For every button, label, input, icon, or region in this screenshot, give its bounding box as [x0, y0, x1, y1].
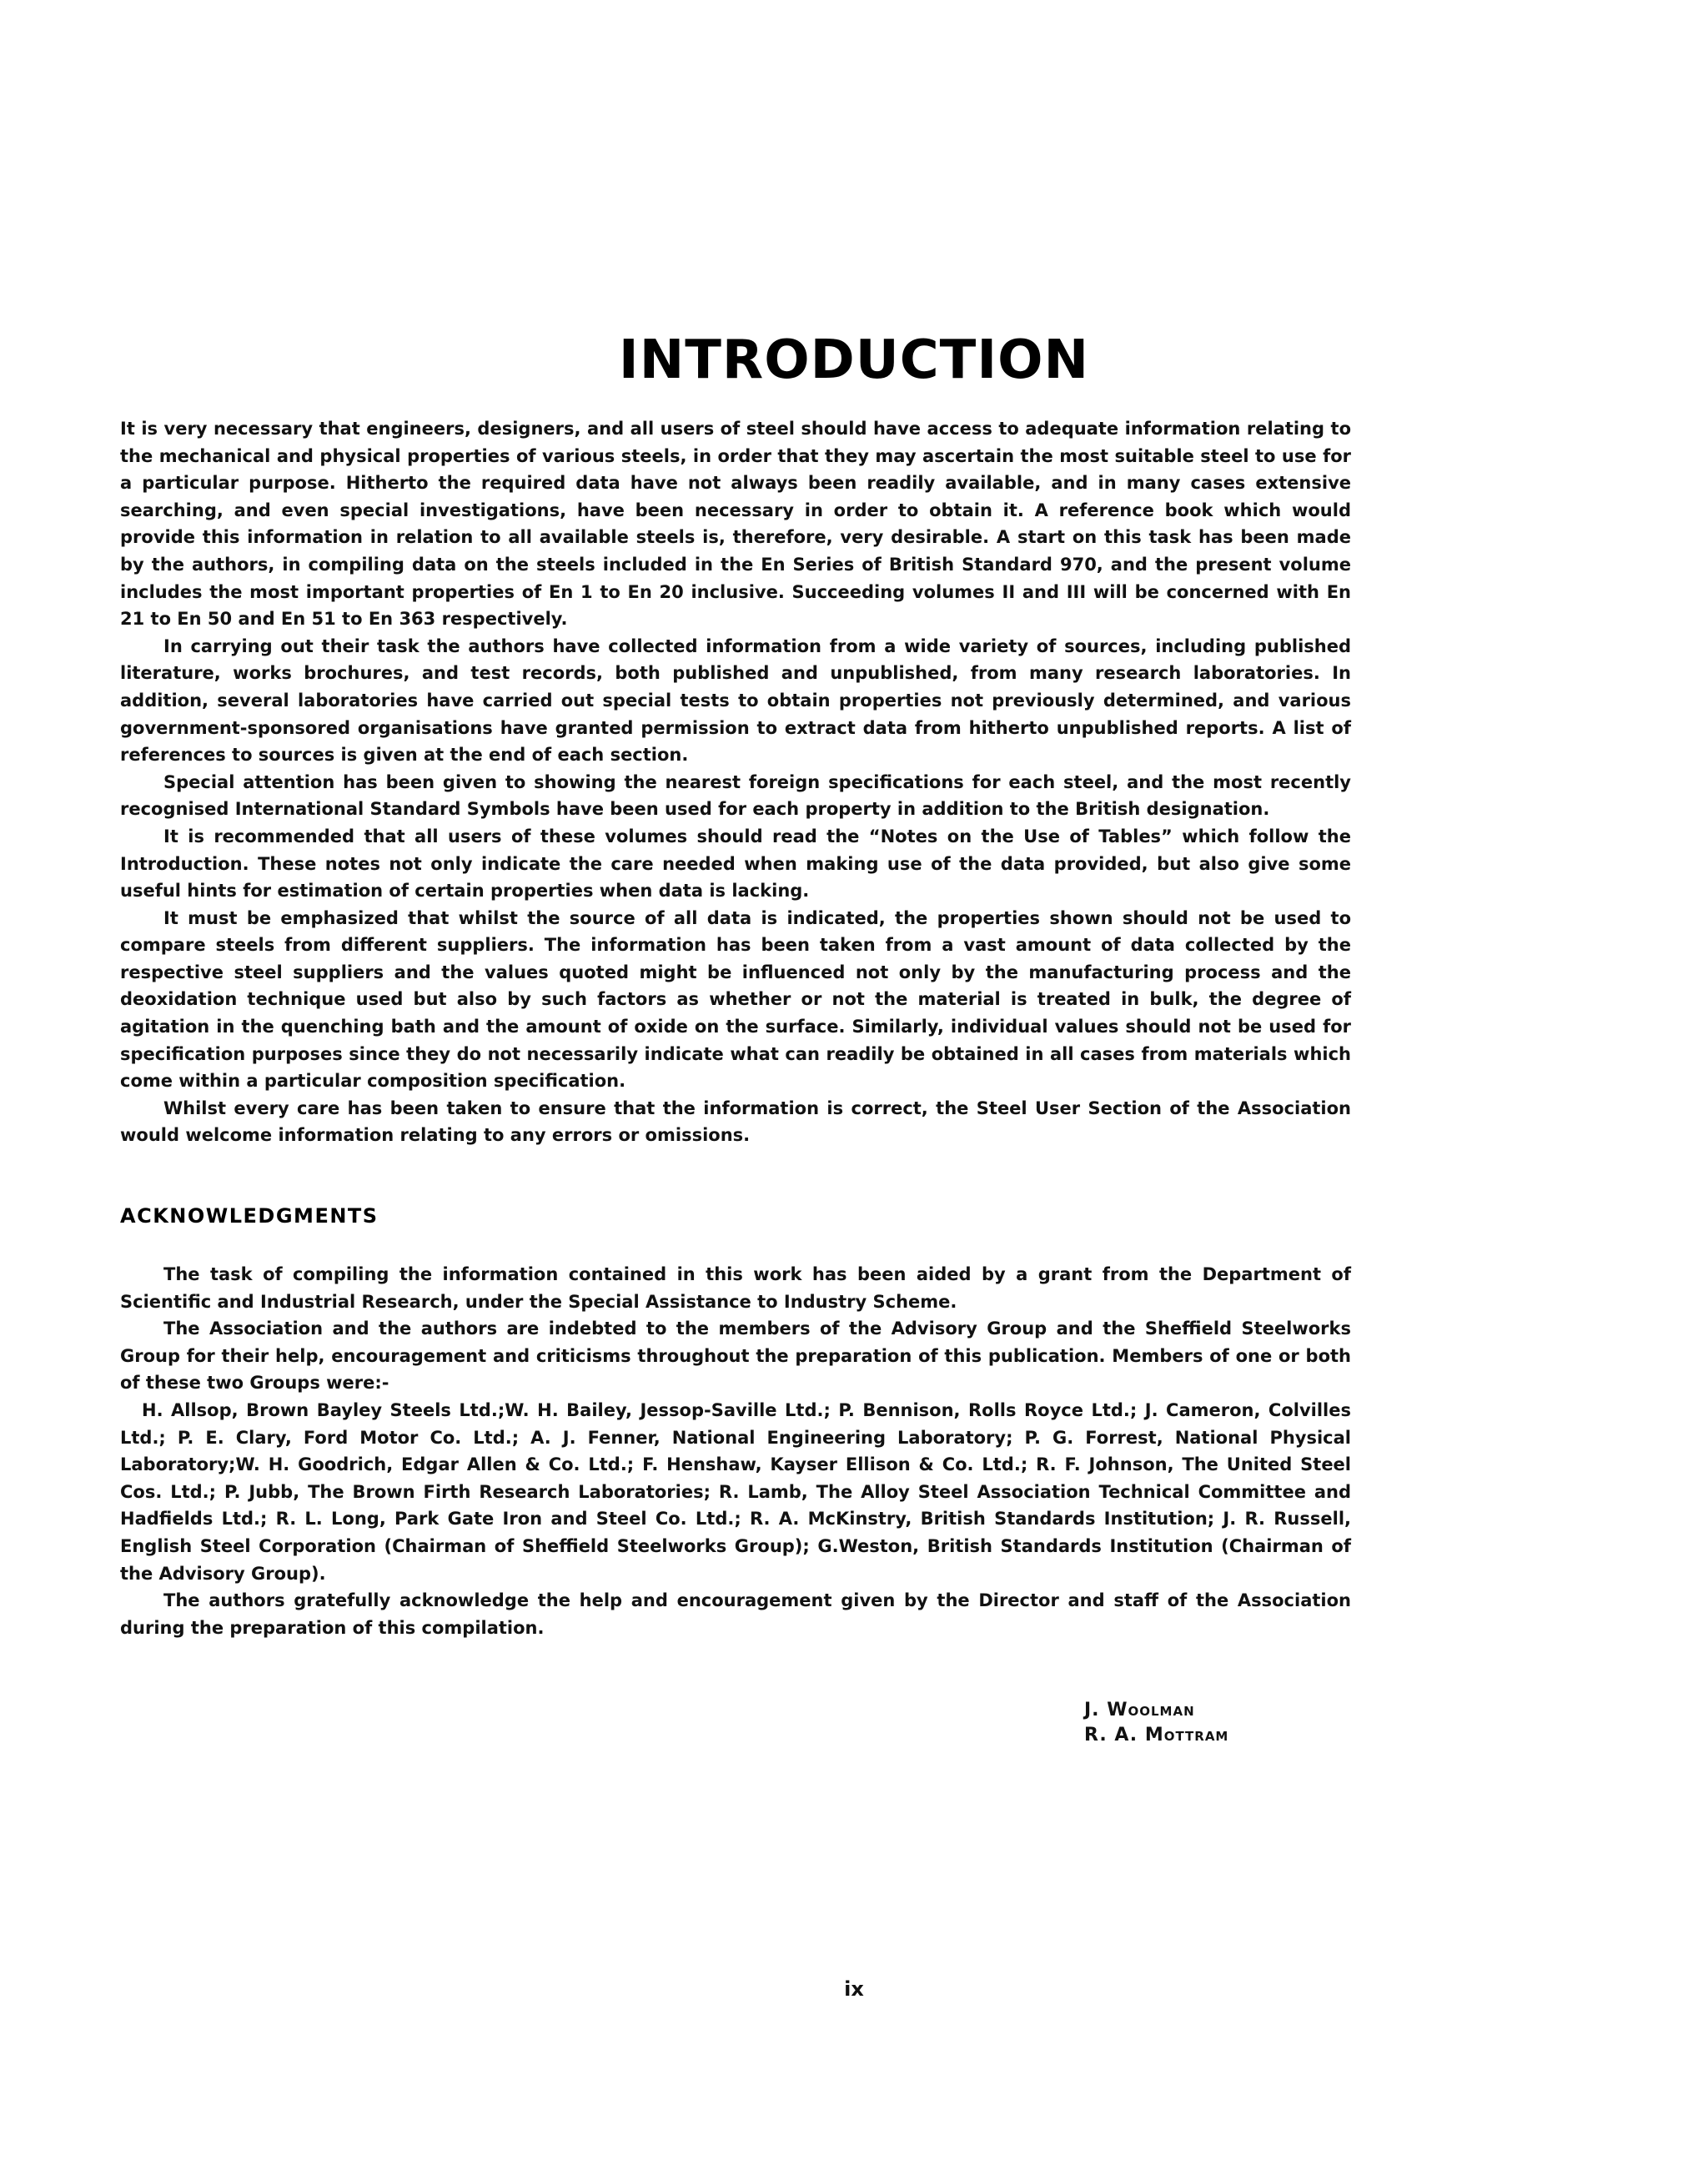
- page-number: ix: [844, 1977, 864, 2001]
- acknowledgments-body: [120, 1261, 1351, 1641]
- introduction-body: [120, 415, 1351, 1149]
- author-name-1: J. Woolman: [1084, 1700, 1195, 1720]
- intro-paragraph-4: It is recommended that all users of these volumes should read the “Notes on the Use of Tables” which follow the Introduction. These notes not only indicate the care needed when making use of the data provided, but also give some useful hints for estimation of certain properties when data is lacking.: [120, 826, 1351, 902]
- acknowledgments-heading: ACKNOWLEDGMENTS: [120, 1204, 379, 1228]
- ack-members-list: H. Allsop, Brown Bayley Steels Ltd.;W. H. Bailey, Jessop-Saville Ltd.; P. Bennison, Rolls Royce Ltd.; J. Cameron, Colvilles Ltd.; P. E. Clary, Ford Motor Co. Ltd.; A. J. Fenner, National Engineering Laboratory; P. G. Forrest, National Physical Laboratory;W. H. Goodrich, Edgar Allen & Co. Ltd.; F. Henshaw, Kayser Ellison & Co. Ltd.; R. F. Johnson, The United Steel Cos. Ltd.; P. Jubb, The Brown Firth Research Laboratories; R. Lamb, The Alloy Steel Association Technical Committee and Hadfields Ltd.; R. L. Long, Park Gate Iron and Steel Co. Ltd.; R. A. McKinstry, British Standards Institution; J. R. Russell, English Steel Corporation (Chairman of Sheffield Steelworks Group); G.Weston, British Standards Institution (Chairman of the Advisory Group).: [120, 1399, 1351, 1584]
- author-name-2: R. A. Mottram: [1084, 1725, 1229, 1746]
- ack-paragraph-1: The task of compiling the information contained in this work has been aided by a grant from the Department of Scientific and Industrial Research, under the Special Assistance to Industry Scheme.: [120, 1264, 1351, 1312]
- ack-paragraph-4: The authors gratefully acknowledge the help and encouragement given by the Director and staff of the Association during the preparation of this compilation.: [120, 1590, 1351, 1638]
- intro-paragraph-2: In carrying out their task the authors have collected information from a wide variety of sources, including published literature, works brochures, and test records, both published and unpublished, from many research laboratories. In addition, several laboratories have carried out special tests to obtain properties not previously determined, and various government-sponsored organisations have granted permission to extract data from hitherto unpublished reports. A list of references to sources is given at the end of each section.: [120, 635, 1351, 766]
- intro-paragraph-3: Special attention has been given to showing the nearest foreign specifications for each steel, and the most recently recognised International Standard Symbols have been used for each property in addition to the British designation.: [120, 771, 1351, 820]
- intro-paragraph-1: It is very necessary that engineers, designers, and all users of steel should have access to adequate information relating to the mechanical and physical properties of various steels, in order that they may ascertain the most suitable steel to use for a particular purpose. Hitherto the required data have not always been readily available, and in many cases extensive searching, and even special investigations, have been necessary in order to obtain it. A reference book which would provide this information in relation to all available steels is, therefore, very desirable. A start on this task has been made by the authors, in compiling data on the steels included in the En Series of British Standard 970, and the present volume includes the most important properties of En 1 to En 20 inclusive. Succeeding volumes II and III will be concerned with En 21 to En 50 and En 51 to En 363 respectively.: [120, 419, 1351, 630]
- page-title: INTRODUCTION: [618, 329, 1090, 391]
- author-signatures: [1084, 1698, 1351, 1748]
- intro-paragraph-6: Whilst every care has been taken to ensure that the information is correct, the Steel User Section of the Association would welcome information relating to any errors or omissions.: [120, 1098, 1351, 1146]
- ack-paragraph-2: The Association and the authors are indebted to the members of the Advisory Group and the Sheffield Steelworks Group for their help, encouragement and criticisms throughout the preparation of this publication. Members of one or both of these two Groups were:-: [120, 1319, 1351, 1394]
- intro-paragraph-5: It must be emphasized that whilst the source of all data is indicated, the properties shown should not be used to compare steels from different suppliers. The information has been taken from a vast amount of data collected by the respective steel suppliers and the values quoted might be influenced not only by the manufacturing process and the deoxidation technique used but also by such factors as whether or not the material is treated in bulk, the degree of agitation in the quenching bath and the amount of oxide on the surface. Similarly, individual values should not be used for specification purposes since they do not necessarily indicate what can readily be obtained in all cases from materials which come within a particular composition specification.: [120, 907, 1351, 1092]
